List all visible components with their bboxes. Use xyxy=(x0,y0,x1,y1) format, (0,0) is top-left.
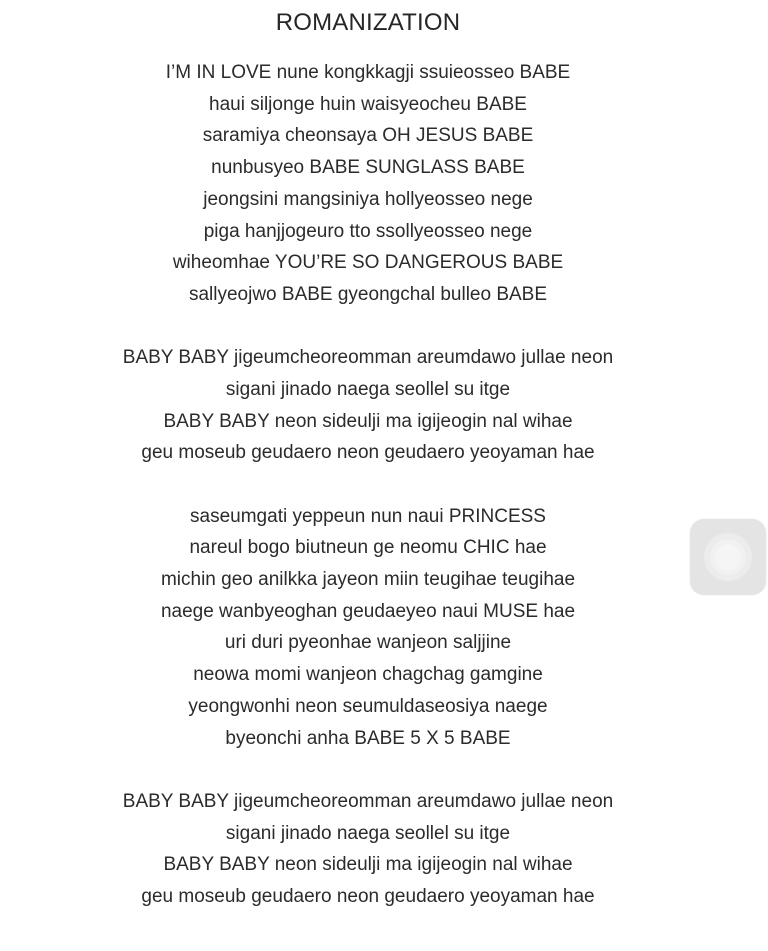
lyric-line: geu moseub geudaero neon geudaero yeoyaman hae xyxy=(141,442,595,464)
lyric-line: BABY BABY jigeumcheoreomman areumdawo jullae neon xyxy=(122,347,614,369)
lyric-line: BABY BABY neon sideulji ma igijeogin nal wihae xyxy=(163,854,573,876)
lyric-line: wiheomhae YOU’RE SO DANGEROUS BABE xyxy=(172,252,564,274)
stanza-3 xyxy=(0,501,736,755)
lyric-line: byeonchi anha BABE 5 X 5 BABE xyxy=(225,727,511,749)
lyric-line: saramiya cheonsaya OH JESUS BABE xyxy=(202,125,534,147)
lyric-line: naege wanbyeoghan geudaeyeo naui MUSE hae xyxy=(160,600,576,622)
page-title: ROMANIZATION xyxy=(275,9,461,36)
lyric-line: piga hanjjogeuro tto ssollyeosseo nege xyxy=(203,220,533,242)
lyric-line: jeongsini mangsiniya hollyeosseo nege xyxy=(203,188,533,210)
lyric-line: I’M IN LOVE nune kongkkagji ssuieosseo BABE xyxy=(165,62,571,83)
lyric-line: sigani jinado naega seollel su itge xyxy=(225,822,511,844)
stanza-2 xyxy=(0,342,736,469)
lyric-line: yeongwonhi neon seumuldaseosiya naege xyxy=(188,695,548,717)
lyrics-body xyxy=(0,57,736,944)
lyric-line: BABY BABY jigeumcheoreomman areumdawo jullae neon xyxy=(122,790,614,812)
lyric-line: uri duri pyeonhae wanjeon saljjine xyxy=(224,632,512,654)
lyric-line: sallyeojwo BABE gyeongchal bulleo BABE xyxy=(188,283,548,305)
lyric-line: nareul bogo biutneun ge neomu CHIC hae xyxy=(189,537,547,559)
lyric-line: haui siljonge huin waisyeocheu BABE xyxy=(209,93,527,115)
lyric-line: BABY BABY neon sideulji ma igijeogin nal wihae xyxy=(163,410,573,432)
lyric-line: neowa momi wanjeon chagchag gamgine xyxy=(193,664,543,686)
lyric-line: geu moseub geudaero neon geudaero yeoyaman hae xyxy=(141,885,595,907)
stanza-4 xyxy=(0,786,736,913)
lyric-line: michin geo anilkka jayeon miin teugihae teugihae xyxy=(160,569,576,591)
assistive-touch-button[interactable] xyxy=(690,519,766,595)
lyric-line: sigani jinado naega seollel su itge xyxy=(225,378,511,400)
lyric-line: saseumgati yeppeun nun naui PRINCESS xyxy=(190,505,546,527)
stanza-1 xyxy=(0,57,736,311)
lyric-line: nunbusyeo BABE SUNGLASS BABE xyxy=(211,157,525,179)
